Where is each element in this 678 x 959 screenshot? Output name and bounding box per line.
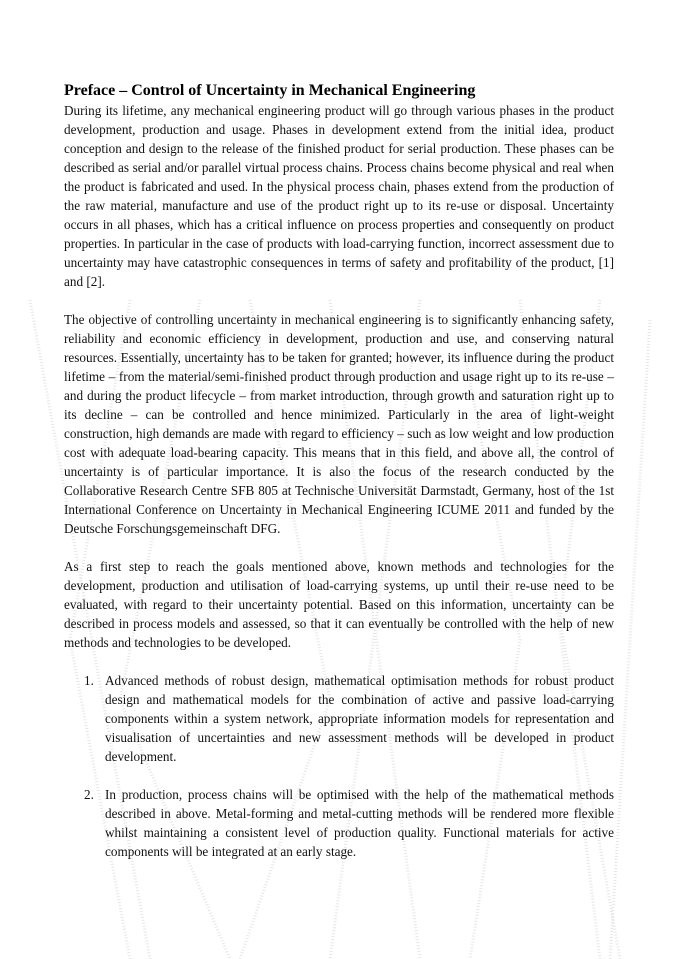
paragraph-intro: During its lifetime, any mechanical engineering product will go through various phases in the product development, production and usage. Phases in development extend from the initial idea, product conception and design to the release of the finished product for serial production. These phases can be described as serial and/or parallel virtual process chains. Process chains become physical and real when the product is fabricated and used. In the physical process chain, phases extend from the production of the raw material, manufacture and use of the product right up to its re-use or disposal. Uncertainty occurs in all phases, which has a critical influence on process properties and consequently on product properties. In particular in the case of products with load-carrying function, incorrect assessment due to uncertainty may have catastrophic consequences in terms of safety and profitability of the product, [1] and [2]. (64, 103, 614, 289)
list-item-number: 1. (84, 673, 94, 688)
paragraph-objective: The objective of controlling uncertainty in mechanical engineering is to significantly enhancing safety, reliability and economic efficiency in development, production and use, and conserving natural resources. Essentially, uncertainty has to be taken for granted; however, its influence during the product lifetime – from the material/semi-finished product through production and usage right up to its re-use – and during the product lifecycle – from market introduction, through growth and saturation right up to its decline – can be controlled and hence minimized. Particularly in the area of light-weight construction, high demands are made with regard to efficiency – such as low weight and low production cost with adequate load-bearing capacity. This means that in this field, and above all, the control of uncertainty is of particular importance. It is also the focus of the research conducted by the Collaborative Research Centre SFB 805 at Technische Universität Darmstadt, Germany, host of the 1st International Conference on Uncertainty in Mechanical Engineering ICUME 2011 and funded by the Deutsche Forschungsgemeinschaft DFG. (64, 312, 614, 536)
numbered-list (64, 671, 614, 861)
list-item (64, 785, 614, 861)
paragraph-first-step: As a first step to reach the goals mentioned above, known methods and technologies for the development, production and utilisation of load-carrying systems, up until their re-use need to be evaluated, with regard to their uncertainty potential. Based on this information, uncertainty can be described in process models and assessed, so that it can eventually be controlled with the help of new methods and technologies to be developed. (64, 559, 614, 650)
list-item-number: 2. (84, 787, 94, 802)
document-page (64, 81, 614, 880)
list-item-text: Advanced methods of robust design, mathematical optimisation methods for robust product design and mathematical models for the combination of active and passive load-carrying components within a system network, appropriate information models for representation and visualisation of uncertainties and new assessment methods will be developed in product development. (105, 673, 614, 764)
list-item (64, 671, 614, 766)
document-title: Preface – Control of Uncertainty in Mechanical Engineering (64, 82, 476, 99)
list-item-text: In production, process chains will be optimised with the help of the mathematical methods described in above. Metal-forming and metal-cutting methods will be rendered more flexible whilst maintaining a consistent level of production quality. Functional materials for active components will be integrated at an early stage. (105, 787, 614, 859)
